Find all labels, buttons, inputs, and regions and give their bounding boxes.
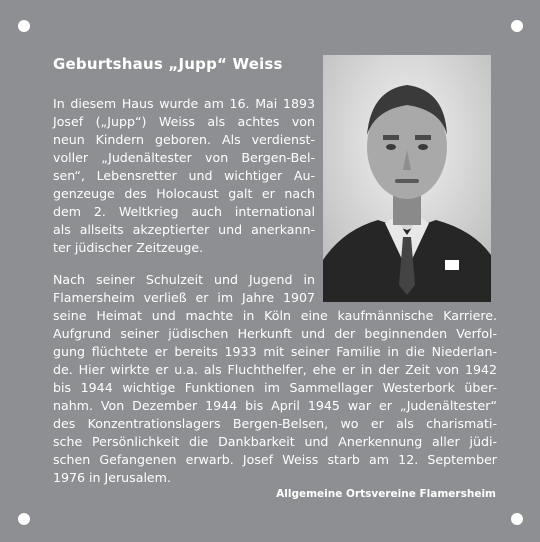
text-line: als allseits akzeptierter und anerkann- — [53, 222, 315, 237]
text-line: In diesem Haus wurde am 16. Mai 1893 — [53, 96, 315, 111]
text-line: sen“, Lebensretter und wichtiger Au- — [53, 168, 315, 183]
text-line: genzeuge des Holocaust galt er nach — [53, 186, 315, 201]
screw-icon — [511, 513, 523, 525]
text-line: des Konzentrationslagers Bergen-Belsen, wo er als charismati- — [53, 416, 497, 431]
text-line: 1976 in Jerusalem. — [53, 470, 171, 485]
text-line: Aufgrund seiner jüdischen Herkunft und der beginnenden Verfol- — [53, 326, 497, 341]
paragraph-biography-continued — [53, 307, 497, 487]
screw-icon — [18, 20, 30, 32]
text-line: schen Gefangenen erwarb. Josef Weiss starb am 12. September — [53, 452, 497, 467]
text-line: Josef („Jupp“) Weiss als achtes von — [53, 114, 315, 129]
text-line: ter jüdischer Zeitzeuge. — [53, 240, 204, 255]
text-line: nahm. Von Dezember 1944 bis April 1945 war er „Judenältester“ — [53, 398, 497, 413]
text-line: Nach seiner Schulzeit und Jugend in — [53, 272, 315, 287]
text-line: dem 2. Weltkrieg auch international — [53, 204, 315, 219]
text-line: de. Hier wirkte er u.a. als Fluchthelfer, ehe er in der Zeit von 1942 — [53, 362, 497, 377]
text-line: voller „Judenältester von Bergen-Bel- — [53, 150, 315, 165]
text-line: gung flüchtete er bereits 1933 mit seiner Familie in die Niederlan- — [53, 344, 497, 359]
paragraph-biography-intro — [53, 95, 315, 257]
portrait-photo — [323, 55, 491, 302]
text-line: Flamersheim verließ er im Jahre 1907 — [53, 290, 315, 305]
screw-icon — [511, 20, 523, 32]
text-line: neun Kindern geboren. Als verdienst- — [53, 132, 315, 147]
text-line: seine Heimat und machte in Köln eine kaufmännische Karriere. — [53, 308, 497, 323]
plaque-title: Geburtshaus „Jupp“ Weiss — [53, 55, 283, 73]
text-line: bis 1944 wichtige Funktionen im Sammellager Westerbork über- — [53, 380, 497, 395]
paragraph-biography-start — [53, 271, 315, 307]
text-line: sche Persönlichkeit die Dankbarkeit und Anerkennung aller jüdi- — [53, 434, 497, 449]
screw-icon — [18, 513, 30, 525]
plaque-footer: Allgemeine Ortsvereine Flamersheim — [276, 488, 496, 500]
